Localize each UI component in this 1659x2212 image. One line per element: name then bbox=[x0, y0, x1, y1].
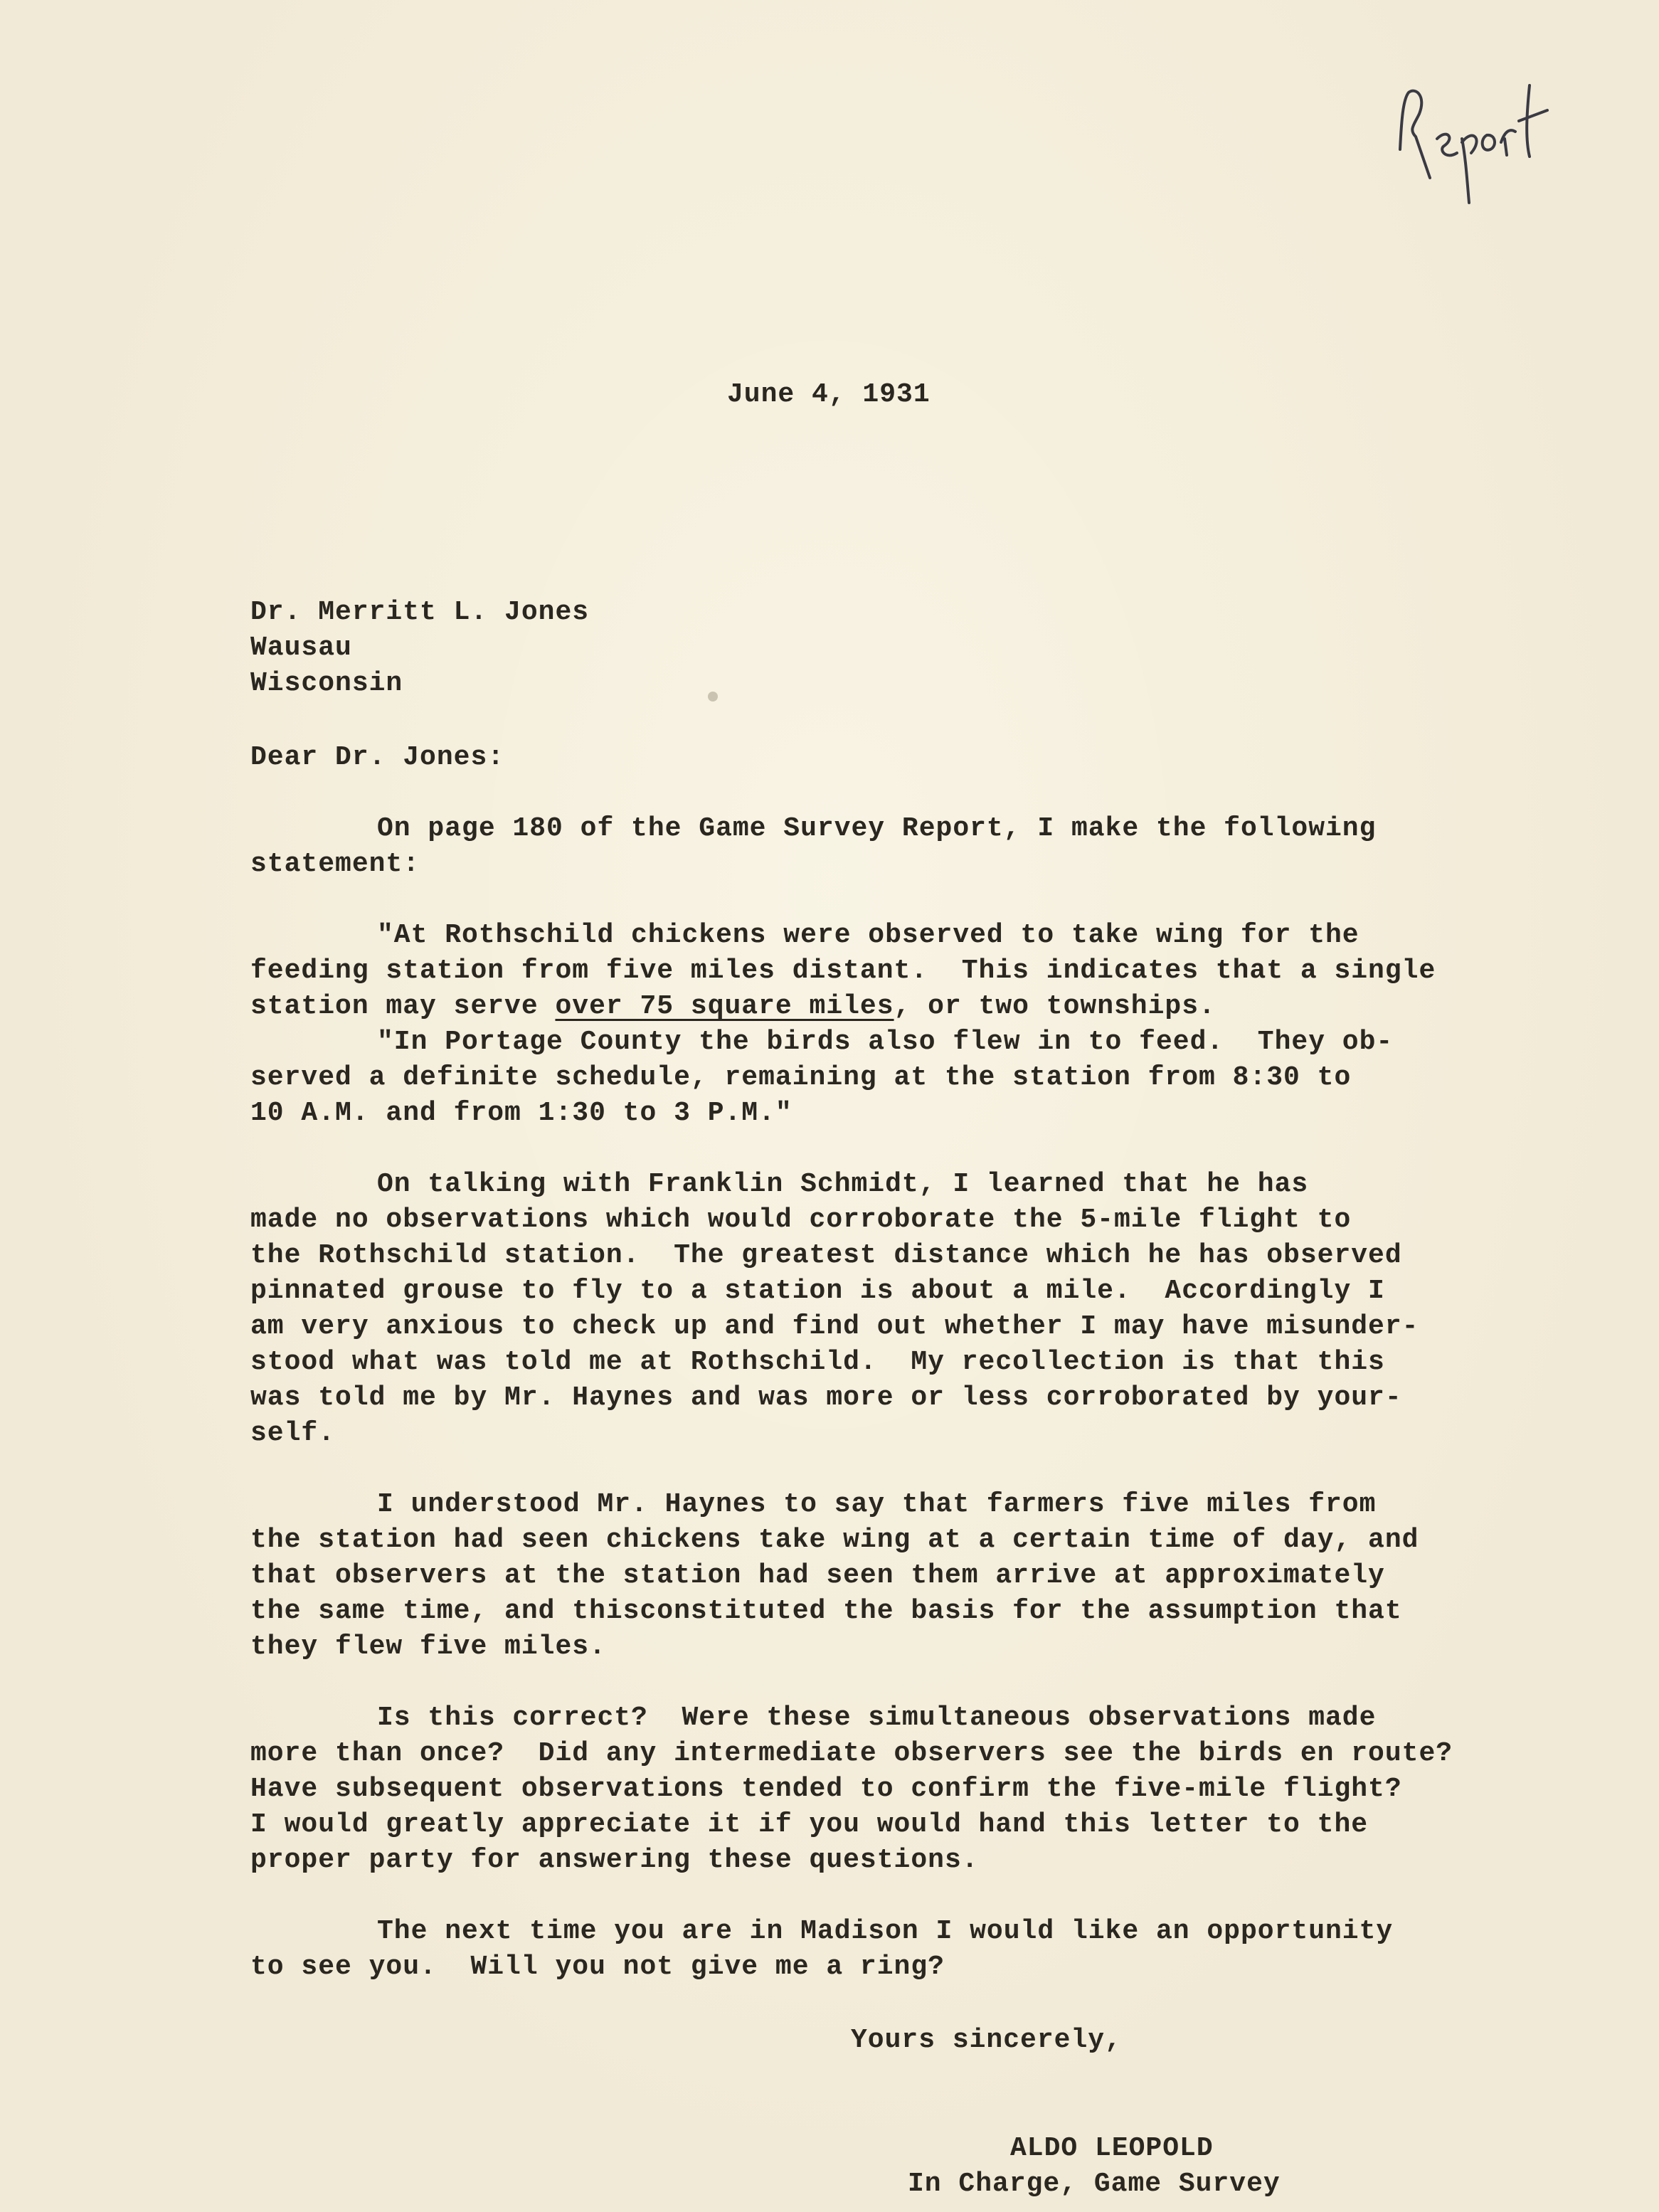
paper-smudge bbox=[708, 692, 718, 702]
paragraph-5-line: to see you. Will you not give me a ring? bbox=[250, 1952, 945, 1982]
paragraph-2-line: made no observations which would corroborate the 5-mile flight to bbox=[250, 1205, 1352, 1235]
paragraph-4-line: more than once? Did any intermediate observers see the birds en route? bbox=[250, 1738, 1453, 1769]
paragraph-4-line: I would greatly appreciate it if you would hand this letter to the bbox=[250, 1809, 1369, 1840]
recipient-name: Dr. Merritt L. Jones bbox=[250, 597, 590, 628]
paragraph-3-line: I understood Mr. Haynes to say that farmers five miles from bbox=[377, 1489, 1377, 1520]
handwritten-report-note bbox=[1387, 71, 1572, 206]
quote-line: served a definite schedule, remaining at the station from 8:30 to bbox=[250, 1062, 1352, 1093]
quote-line: feeding station from five miles distant. This indicates that a single bbox=[250, 956, 1436, 986]
quote-line bbox=[250, 989, 1216, 1025]
paragraph-2-line: stood what was told me at Rothschild. My recollection is that this bbox=[250, 1347, 1385, 1377]
letter-date: June 4, 1931 bbox=[727, 379, 931, 410]
paragraph-2-line: am very anxious to check up and find out whether I may have misunder- bbox=[250, 1311, 1419, 1342]
paragraph-2-line: pinnated grouse to fly to a station is about a mile. Accordingly I bbox=[250, 1276, 1385, 1306]
paragraph-2-line: was told me by Mr. Haynes and was more or less corroborated by your- bbox=[250, 1382, 1402, 1413]
paragraph-3-line: that observers at the station had seen them arrive at approximately bbox=[250, 1560, 1385, 1591]
recipient-city: Wausau bbox=[250, 633, 352, 663]
quote-text: station may serve bbox=[250, 991, 556, 1022]
paragraph-1-line: statement: bbox=[250, 849, 420, 879]
paragraph-3-line: they flew five miles. bbox=[250, 1631, 606, 1662]
paragraph-4-line: Have subsequent observations tended to confirm the five-mile flight? bbox=[250, 1774, 1402, 1804]
paragraph-2-line: On talking with Franklin Schmidt, I learned that he has bbox=[377, 1169, 1309, 1200]
signature-name: ALDO LEOPOLD bbox=[1010, 2133, 1214, 2164]
quote-line: "In Portage County the birds also flew in to feed. They ob- bbox=[377, 1027, 1394, 1057]
closing: Yours sincerely, bbox=[851, 2025, 1122, 2055]
paragraph-3-line: the same time, and thisconstituted the basis for the assumption that bbox=[250, 1596, 1402, 1626]
paragraph-2-line: the Rothschild station. The greatest distance which he has observed bbox=[250, 1240, 1402, 1271]
quote-text: , or two townships. bbox=[894, 991, 1216, 1022]
underlined-phrase: over 75 square miles bbox=[555, 991, 894, 1022]
quote-line: "At Rothschild chickens were observed to take wing for the bbox=[377, 920, 1359, 951]
signature-title: In Charge, Game Survey bbox=[908, 2169, 1281, 2199]
paragraph-4-line: proper party for answering these questions. bbox=[250, 1845, 979, 1875]
paragraph-4-line: Is this correct? Were these simultaneous observations made bbox=[377, 1703, 1377, 1733]
paragraph-1-line: On page 180 of the Game Survey Report, I make the following bbox=[377, 813, 1377, 844]
paragraph-2-line: self. bbox=[250, 1418, 336, 1449]
salutation: Dear Dr. Jones: bbox=[250, 742, 505, 773]
paragraph-3-line: the station had seen chickens take wing at a certain time of day, and bbox=[250, 1525, 1419, 1555]
quote-line: 10 A.M. and from 1:30 to 3 P.M." bbox=[250, 1098, 793, 1128]
paragraph-5-line: The next time you are in Madison I would like an opportunity bbox=[377, 1916, 1394, 1947]
recipient-state: Wisconsin bbox=[250, 668, 403, 699]
